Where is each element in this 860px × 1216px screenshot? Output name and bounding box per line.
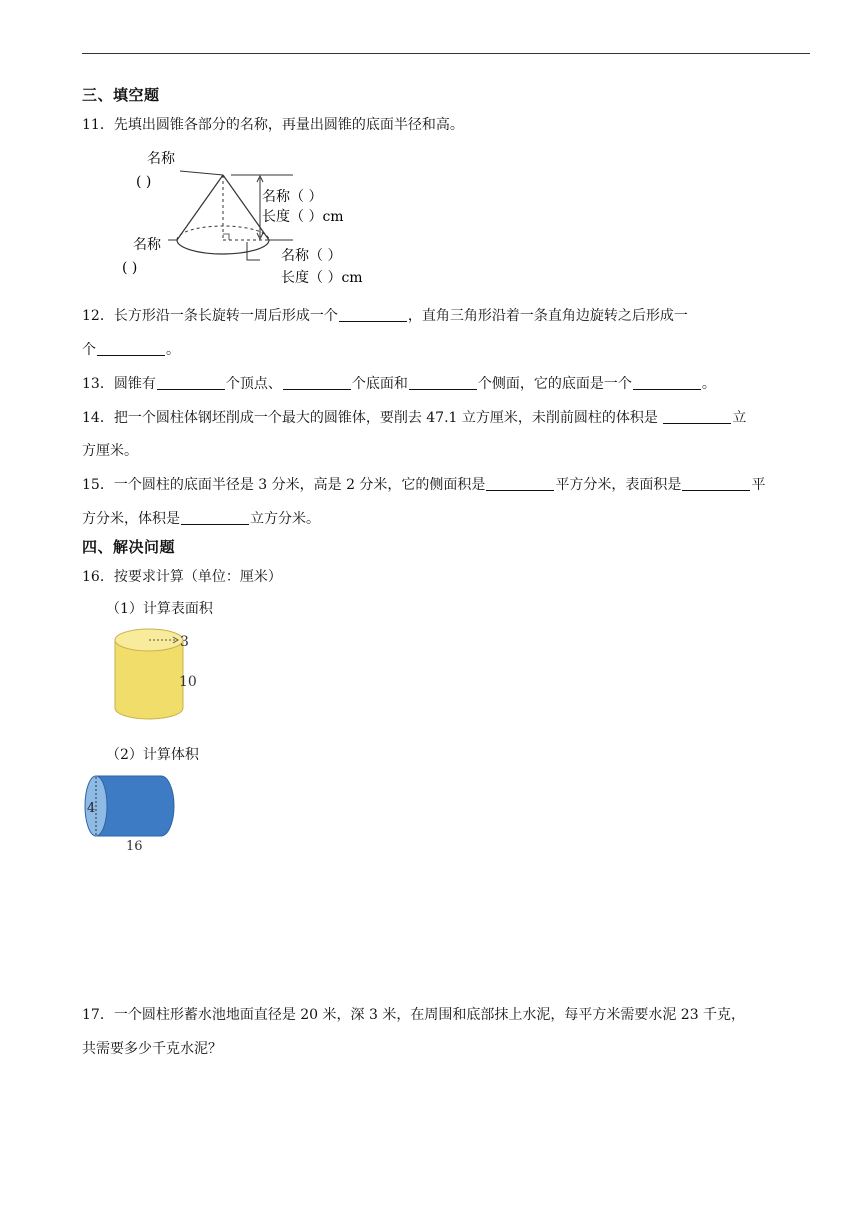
question-12-line2 [82, 339, 180, 359]
cone-diagram [110, 142, 410, 292]
answer-blank[interactable] [633, 375, 701, 390]
question-14-line2: 方厘米。 [82, 443, 138, 459]
apex-name-label: 名称 [147, 151, 175, 167]
answer-blank[interactable] [283, 375, 351, 390]
question-15-text-b: 平方分米，表面积是 [555, 477, 682, 493]
cone-left-slant [177, 175, 223, 240]
question-12-text-d: 。 [166, 342, 180, 358]
question-12-text-b: ，直角三角形沿着一条直角边旋转之后形成一 [407, 308, 688, 324]
question-17-line1: 17．一个圆柱形蓄水池地面直径是 20 米，深 3 米，在周围和底部抹上水泥，每平方米需要水泥 23 千克， [82, 1007, 746, 1023]
apex-name-paren: ( ) [136, 174, 152, 190]
base-name-label: 名称 [133, 237, 161, 253]
apex-leader [180, 171, 223, 175]
question-13-text-b: 个顶点、 [225, 376, 282, 392]
question-16-sub2: （2）计算体积 [106, 747, 199, 763]
question-15-text-d: 方分米，体积是 [82, 511, 180, 527]
question-13 [82, 373, 716, 393]
question-14-text-b: 立 [732, 410, 747, 426]
answer-blank[interactable] [682, 476, 750, 491]
diameter-label: 4 [87, 801, 96, 816]
section-title-fill-blank: 三、填空题 [82, 86, 160, 104]
question-13-text-d: 个侧面，它的底面是一个 [477, 376, 632, 392]
blue-cylinder-figure [82, 772, 192, 856]
question-16-sub1: （1）计算表面积 [106, 601, 213, 617]
question-12-text-a: 12．长方形沿一条长旋转一周后形成一个 [82, 308, 338, 324]
header-rule [82, 53, 810, 54]
length-label: 16 [126, 839, 143, 854]
answer-blank[interactable] [486, 476, 554, 491]
radius-length-label: 长度（ ）cm [281, 270, 363, 286]
answer-blank[interactable] [157, 375, 225, 390]
section-title-problems: 四、解决问题 [82, 538, 176, 556]
question-13-text-e: 。 [701, 376, 716, 392]
answer-blank[interactable] [663, 409, 731, 424]
radius-name-label: 名称（ ） [281, 248, 342, 264]
answer-blank[interactable] [409, 375, 477, 390]
question-12-text-c: 个 [82, 342, 96, 358]
question-11-text: 11．先填出圆锥各部分的名称，再量出圆锥的底面半径和高。 [82, 117, 464, 133]
question-14-text-a: 14．把一个圆柱体钢坯削成一个最大的圆锥体，要削去 47.1 立方厘米，未削前圆柱的体积是 [82, 410, 663, 426]
right-angle-mark [223, 234, 229, 240]
radius-label: 3 [180, 634, 189, 650]
question-15-text-a: 15．一个圆柱的底面半径是 3 分米，高是 2 分米，它的侧面积是 [82, 477, 486, 493]
answer-blank[interactable] [97, 341, 165, 356]
question-16-text: 16．按要求计算（单位：厘米） [82, 569, 282, 585]
question-12-line1 [82, 305, 688, 325]
answer-blank[interactable] [181, 510, 249, 525]
question-14-line1 [82, 407, 746, 427]
height-name-label: 名称（ ） [262, 189, 323, 205]
question-15-text-e: 立方分米。 [250, 511, 320, 527]
question-13-text-c: 个底面和 [351, 376, 408, 392]
cone-right-slant [223, 175, 269, 240]
question-15-line2 [82, 508, 320, 528]
cone-base-front [177, 240, 269, 254]
question-17-line2: 共需要多少千克水泥？ [82, 1041, 222, 1057]
height-length-label: 长度（ ）cm [262, 209, 344, 225]
base-name-paren: ( ) [122, 260, 138, 276]
cylinder-body [96, 776, 174, 836]
answer-blank[interactable] [339, 307, 407, 322]
question-15-text-c: 平 [751, 477, 766, 493]
cylinder-body [115, 640, 183, 719]
height-label: 10 [179, 674, 197, 690]
question-13-text-a: 13．圆锥有 [82, 376, 156, 392]
question-15-line1 [82, 474, 765, 494]
yellow-cylinder-figure [108, 625, 208, 729]
